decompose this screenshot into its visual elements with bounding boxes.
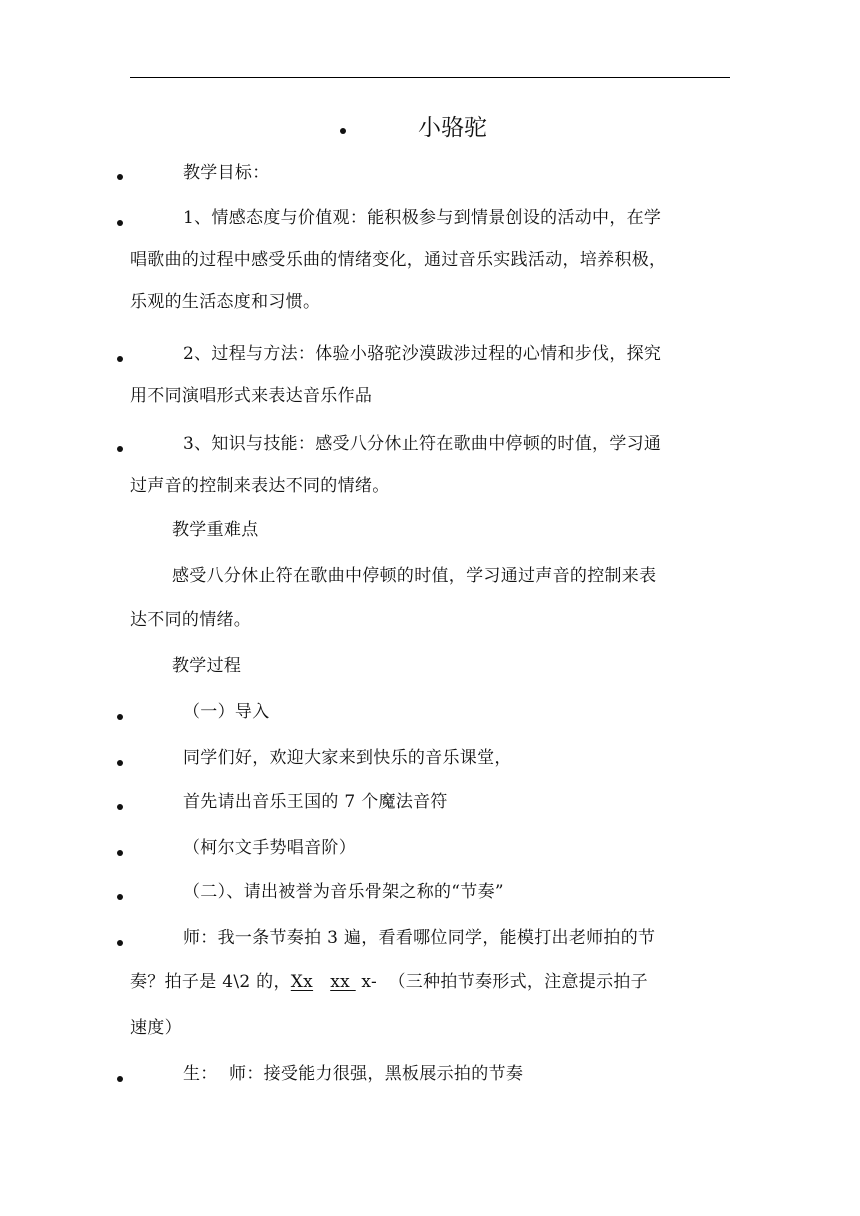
process-heading: 教学过程 — [172, 656, 242, 676]
bullet — [117, 174, 123, 180]
teacher-reply: 师：接受能力很强，黑板展示拍的节奏 — [229, 1064, 524, 1084]
objective-1-line-1: 1、情感态度与价值观：能积极参与到情景创设的活动中，在学 — [183, 208, 662, 228]
bullet — [117, 940, 123, 946]
document-title: 小骆驼 — [418, 115, 487, 141]
rhythm-pattern-1: Xx — [290, 972, 314, 992]
objective-1-line-2: 唱歌曲的过程中感受乐曲的情绪变化，通过音乐实践活动，培养积极， — [130, 250, 667, 270]
teacher-line-2 — [130, 972, 648, 992]
objective-1-line-3: 乐观的生活态度和习惯。 — [130, 292, 321, 312]
key-points-line-2: 达不同的情绪。 — [130, 610, 252, 630]
bullet — [117, 850, 123, 856]
student-reply-line — [183, 1064, 523, 1084]
step-1-line-c: （柯尔文手势唱音阶） — [183, 838, 356, 858]
step-1-heading: （一）导入 — [183, 702, 270, 722]
step-2-heading: （二）、请出被誉为音乐骨架之称的“节奏” — [183, 882, 504, 902]
bullet — [117, 714, 123, 720]
bullet — [117, 446, 123, 452]
header-rule — [130, 77, 730, 78]
bullet — [117, 220, 123, 226]
teacher-line-1: 师：我一条节奏拍 3 遍，看看哪位同学，能模打出老师拍的节 — [183, 928, 656, 948]
rhythm-pattern-3: x- — [361, 972, 378, 992]
objective-3-line-1: 3、知识与技能：感受八分休止符在歌曲中停顿的时值，学习通 — [183, 434, 662, 454]
objective-2-line-2: 用不同演唱形式来表达音乐作品 — [130, 386, 373, 406]
teacher-line-3: 速度） — [130, 1018, 182, 1038]
objective-2-line-1: 2、过程与方法：体验小骆驼沙漠跋涉过程的心情和步伐，探究 — [183, 344, 662, 364]
objectives-heading: 教学目标： — [183, 163, 270, 183]
step-1-line-b: 首先请出音乐王国的 7 个魔法音符 — [183, 792, 448, 812]
student-label: 生： — [183, 1064, 218, 1084]
bullet — [117, 1076, 123, 1082]
bullet — [117, 804, 123, 810]
key-points-line-1: 感受八分休止符在歌曲中停顿的时值，学习通过声音的控制来表 — [172, 566, 657, 586]
teacher-line-2-prefix: 奏？拍子是 4\2 的， — [130, 972, 291, 992]
bullet — [117, 760, 123, 766]
bullet — [117, 356, 123, 362]
objective-3-line-2: 过声音的控制来表达不同的情绪。 — [130, 476, 390, 496]
bullet — [117, 894, 123, 900]
bullet — [340, 128, 346, 134]
key-points-heading: 教学重难点 — [172, 520, 259, 540]
rhythm-pattern-2: xx — [330, 972, 350, 992]
teacher-line-2-suffix: （三种拍节奏形式，注意提示拍子 — [388, 972, 648, 992]
step-1-line-a: 同学们好，欢迎大家来到快乐的音乐课堂， — [183, 748, 512, 768]
